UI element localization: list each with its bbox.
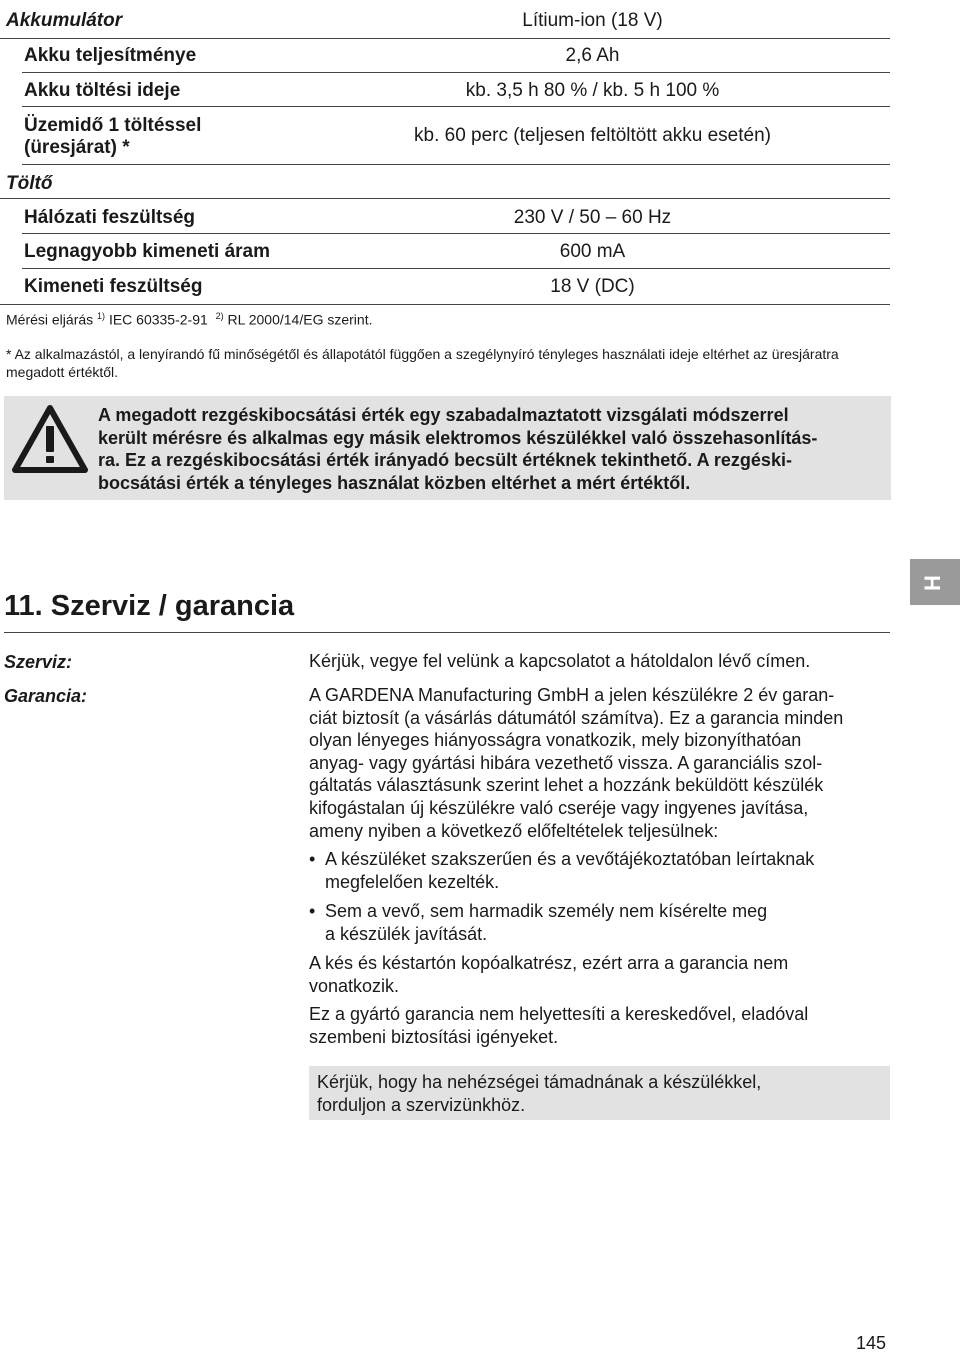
runtime-label-line1: Üzemidő 1 töltéssel <box>24 115 202 136</box>
bullet-line: A készüléket szakszerűen és a vevőtájékoztatóban leírtaknak <box>325 849 815 869</box>
dealer-line: szembeni biztosítási igényeket. <box>309 1026 559 1047</box>
accumulator-heading: Akkumulátor <box>6 10 123 31</box>
warranty-line: gáltatás választásunk szerint lehet a hozzánk beküldött készülék <box>309 775 824 796</box>
bullet-dot: • <box>309 849 316 869</box>
knife-line: A kés és késtartón kopóalkatrész, ezért arra a garancia nem <box>309 953 789 973</box>
spec-row <box>0 268 890 305</box>
spec-value: 18 V (DC) <box>550 276 635 297</box>
section-divider <box>4 632 890 633</box>
spec-label: Akku töltési ideje <box>24 80 181 101</box>
service-label: Szerviz: <box>4 652 73 672</box>
bullet-text <box>325 900 879 945</box>
service-text: Kérjük, vegye fel velünk a kapcsolatot a hátoldalon lévő címen. <box>309 651 811 671</box>
spec-row <box>22 198 890 234</box>
method-sup2: 2) <box>215 311 224 321</box>
knife-paragraph <box>309 952 884 997</box>
contact-box <box>309 1066 890 1120</box>
knife-line: vonatkozik. <box>309 975 400 996</box>
spec-row-accumulator <box>0 0 890 39</box>
warranty-line: olyan lényeges hiányosságra vonatkozik, mely bizonyíthatóan <box>309 730 802 751</box>
spec-label: Kimeneti feszültség <box>24 276 203 297</box>
bullet-line: a készülék javítását. <box>325 923 488 944</box>
runtime-value: kb. 60 perc (teljesen feltöltött akku esetén) <box>414 125 771 146</box>
contact-line: forduljon a szervizünkhöz. <box>317 1094 526 1115</box>
spec-value: 600 mA <box>559 241 626 262</box>
measurement-note <box>6 311 372 328</box>
spec-value: 2,6 Ah <box>565 45 620 66</box>
warranty-line: ameny nyiben a következő előfeltételek teljesülnek: <box>309 820 719 841</box>
warranty-line: anyag- vagy gyártási hibára vezethető vissza. A garanciális szol- <box>309 752 823 773</box>
warning-text <box>98 404 878 494</box>
contact-text <box>317 1071 877 1116</box>
method-standard: IEC 60335-2-91 <box>108 311 208 328</box>
bullet-text <box>325 848 879 893</box>
method-prefix: Mérési eljárás <box>6 311 94 328</box>
bullet-line: megfelelően kezelték. <box>325 871 500 892</box>
warning-line: került mérésre és alkalmas egy másik elektromos készülékkel való összehasonlítás- <box>98 427 818 448</box>
spec-row-runtime <box>22 106 890 165</box>
section-title: 11. Szerviz / garancia <box>4 590 295 622</box>
warranty-line: ciát biztosít (a vásárlás dátumától számítva). Ez a garancia minden <box>309 707 844 728</box>
warning-line: bocsátási érték a tényleges használat közben eltérhet a mért értéktől. <box>98 472 691 493</box>
charger-heading: Töltő <box>6 173 53 194</box>
warning-triangle-icon <box>12 404 88 474</box>
language-tab <box>910 559 960 605</box>
method-sup1: 1) <box>97 311 106 321</box>
bullet-dot: • <box>309 901 316 921</box>
accumulator-value: Lítium-ion (18 V) <box>522 10 663 31</box>
bullet-line: Sem a vevő, sem harmadik személy nem kísérelte meg <box>325 901 768 921</box>
language-tab-letter: H <box>920 575 945 591</box>
spec-value: 230 V / 50 – 60 Hz <box>513 207 672 228</box>
spec-value: kb. 3,5 h 80 % / kb. 5 h 100 % <box>465 80 720 101</box>
spec-label: Legnagyobb kimeneti áram <box>24 241 271 262</box>
warranty-line: A GARDENA Manufacturing GmbH a jelen készülékre 2 év garan- <box>309 685 835 705</box>
spec-label: Hálózati feszültség <box>24 207 196 228</box>
spec-row <box>22 233 890 269</box>
warranty-label: Garancia: <box>4 686 88 706</box>
runtime-label-line2: (üresjárat) * <box>24 137 130 158</box>
dealer-line: Ez a gyártó garancia nem helyettesíti a kereskedővel, eladóval <box>309 1004 809 1024</box>
page-number: 145 <box>856 1333 887 1353</box>
dealer-paragraph <box>309 1003 884 1048</box>
contact-line: Kérjük, hogy ha nehézségei támadnának a készülékkel, <box>317 1072 762 1092</box>
warranty-line: kifogástalan új készülékre való cseréje vagy ingyenes javítása, <box>309 797 809 818</box>
warning-line: ra. Ez a rezgéskibocsátási érték irányadó becsült értéknek tekinthető. A rezgéski- <box>98 450 792 470</box>
spec-row <box>22 38 890 73</box>
warning-box <box>4 396 891 500</box>
warning-line: A megadott rezgéskibocsátási érték egy szabadalmaztatott vizsgálati módszerrel <box>98 405 789 425</box>
method-suffix: RL 2000/14/EG szerint. <box>227 311 373 328</box>
spec-row <box>22 72 890 107</box>
footnote: * Az alkalmazástól, a lenyírandó fű minőségétől és állapotától függően a szegélynyíró tényleges használati ideje eltérhet az üresjáratra megadott értéktől. <box>6 346 839 380</box>
spec-label: Akku teljesítménye <box>24 45 197 66</box>
warranty-text <box>309 684 884 842</box>
spec-row-charger <box>0 164 890 199</box>
